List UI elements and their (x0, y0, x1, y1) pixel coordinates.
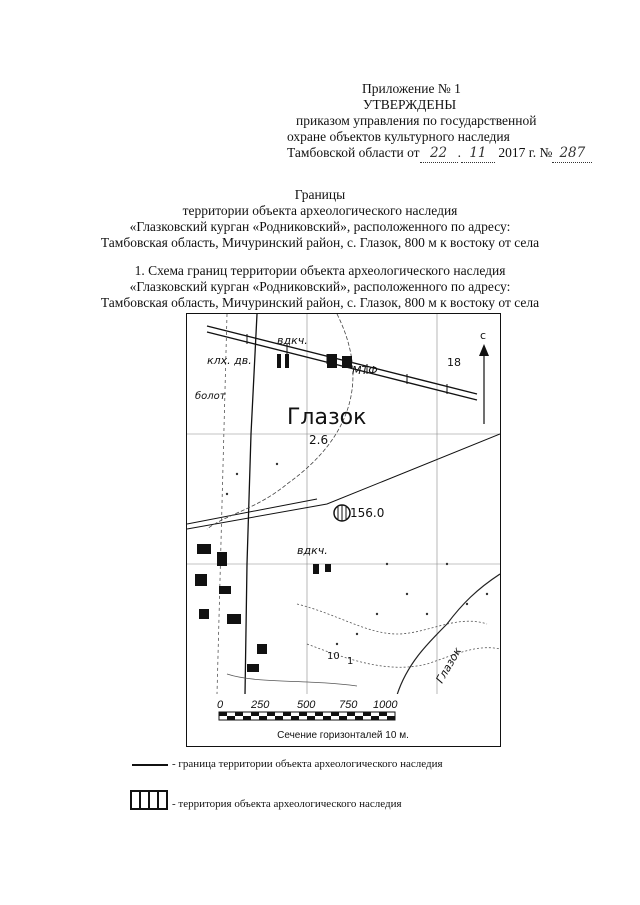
order-day: 22 (420, 145, 458, 163)
header-line-1: приказом управления по государственной (296, 113, 537, 128)
scale-tick-250: 250 (251, 699, 270, 711)
order-month: 11 (461, 145, 495, 163)
label-contour-10: 10 (327, 651, 340, 662)
legend-territory-text: - территория объекта археологического наследия (172, 798, 402, 810)
map-drawing (187, 314, 500, 695)
label-vdkch-mid: вдкч. (297, 544, 328, 557)
label-klh-dv: клх. дв. (207, 354, 252, 367)
order-year: 2017 г. № (498, 145, 553, 160)
legend-boundary-text: - граница территории объекта археологического наследия (172, 758, 443, 770)
scale-tick-750: 750 (339, 699, 358, 711)
appendix-number: Приложение № 1 (362, 81, 461, 96)
path-dashed (217, 314, 227, 694)
label-grid-18: 18 (447, 356, 461, 369)
header-line-3: Тамбовской области от 22 . 11 2017 г. № 287 (287, 144, 592, 163)
contour-1 (297, 604, 487, 634)
header-line-2: охране объектов культурного наследия (287, 129, 510, 144)
label-vdkch-top: вдкч. (277, 334, 308, 347)
label-village: Глазок (287, 405, 367, 430)
legend-territory-symbol (130, 790, 168, 810)
label-elevation: 156.0 (350, 506, 385, 520)
title-line-3: «Глазковский курган «Родниковский», расположенного по адресу: (129, 219, 511, 234)
section-line-2: «Глазковский курган «Родниковский», расположенного по адресу: (129, 279, 511, 294)
order-number: 287 (552, 145, 592, 163)
scale-tick-500: 500 (297, 699, 316, 711)
legend-territory-svg (130, 790, 168, 810)
north-arrow-head (479, 344, 489, 356)
scale-drawing (187, 694, 500, 746)
title-line-2: территории объекта археологического наследия (182, 203, 458, 218)
scale-panel (186, 694, 501, 747)
label-glazok-river: Глазок (433, 645, 465, 686)
scale-tick-1000: 1000 (373, 699, 398, 711)
topographic-map (186, 313, 501, 696)
road-parallel (187, 499, 317, 524)
approved-label: УТВЕРЖДЕНЫ (363, 97, 457, 112)
vegetation-dots (226, 463, 488, 645)
section-line-1: 1. Схема границ территории объекта археологического наследия (134, 263, 506, 278)
label-mtf: МТФ (352, 364, 378, 377)
site-territory-hatch (338, 505, 346, 521)
scale-bar (219, 712, 395, 720)
scale-tick-0: 0 (217, 699, 224, 711)
scale-caption: Сечение горизонталей 10 м. (277, 730, 409, 741)
label-village-sub: 2.6 (309, 433, 329, 447)
label-north: с (480, 329, 487, 342)
section-line-3: Тамбовская область, Мичуринский район, с. Глазок, 800 м к востоку от села (100, 295, 540, 310)
contour-3 (227, 674, 357, 686)
title-line-1: Границы (294, 187, 346, 202)
label-bolot: болот (195, 391, 226, 402)
label-contour-1: 1 (347, 656, 354, 667)
legend-boundary-symbol (132, 764, 168, 766)
header-line-3-prefix: Тамбовской области от (287, 145, 420, 160)
title-line-4: Тамбовская область, Мичуринский район, с. Глазок, 800 м к востоку от села (100, 235, 540, 250)
